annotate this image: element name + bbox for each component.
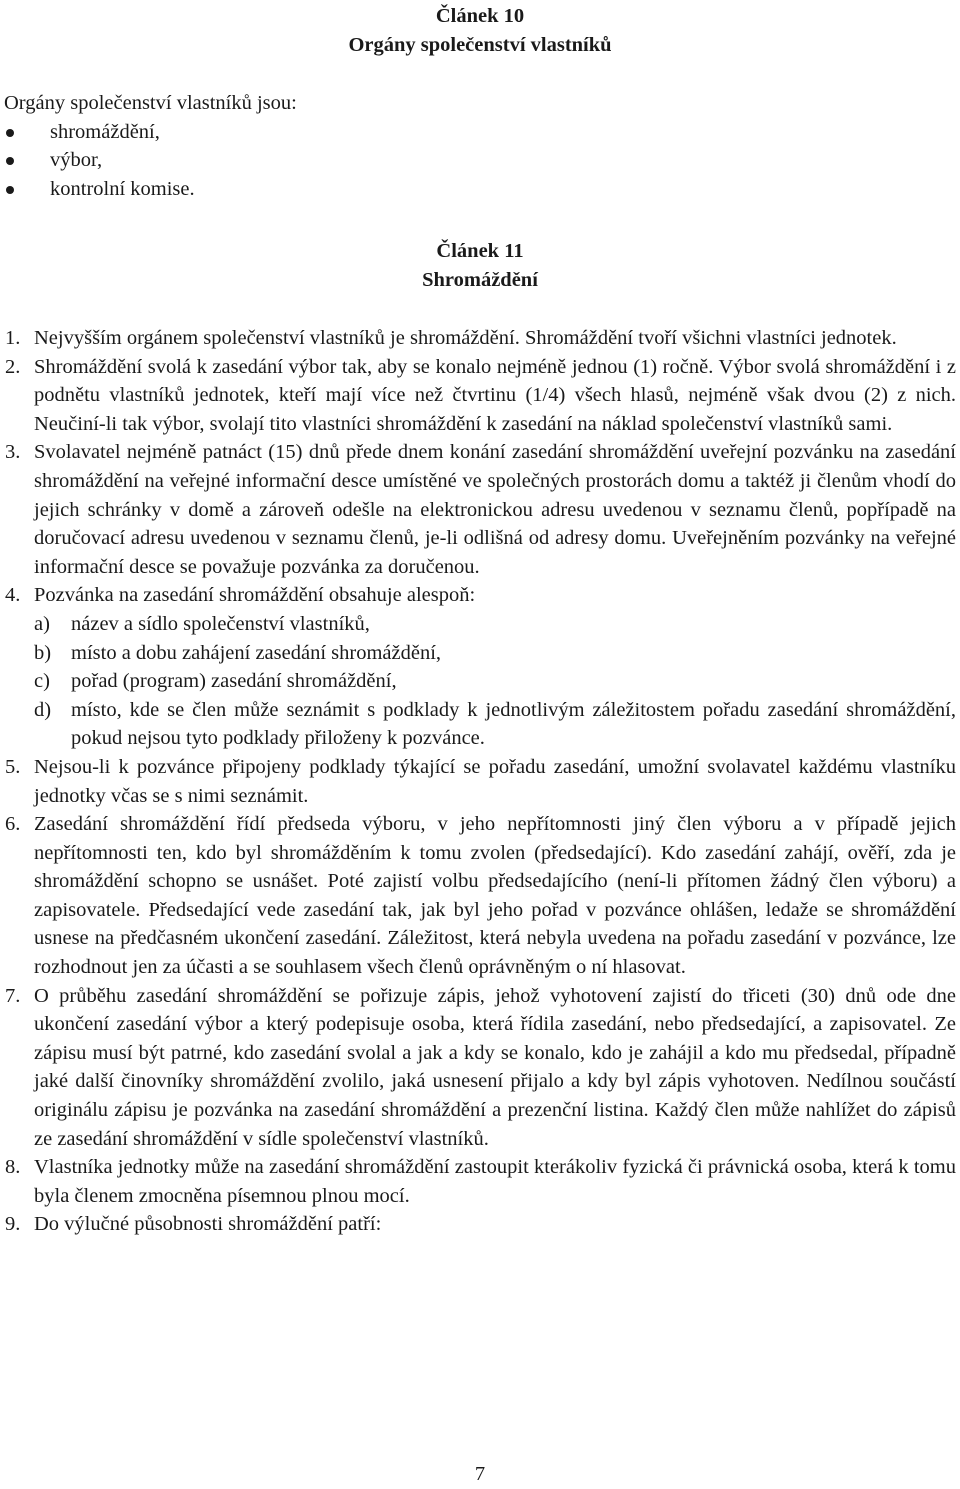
paragraph-1: 1. Nejvyšším orgánem společenství vlastníků je shromáždění. Shromáždění tvoří všichni vlastníci jednotek. (5, 327, 897, 349)
paragraph-4: 4. Pozvánka na zasedání shromáždění obsahuje alespoň: a) název a sídlo společenství vlastníků, b) místo a dobu zahájení zasedání shromáždění, c) pořad (program) zasedání shromáždění, d) místo, kde se člen může seznámit s podklady k jednotlivým záležitostem pořadu zasedání shromáždění, pokud nejsou tyto podklady přiloženy k pozvánce. (0, 581, 956, 753)
article-11-title: Shromáždění (422, 268, 538, 291)
article-10-body (4, 89, 954, 203)
numbered-paragraphs (0, 324, 956, 1239)
bullet-icon (6, 157, 14, 165)
paragraph-3: 3. Svolavatel nejméně patnáct (15) dnů přede dnem konání zasedání shromáždění uveřejní pozvánku na zasedání shromáždění na veřejné informační desce umístěné ve společných prostorách domu a taktéž ji členům vhodí do jejich schránky v domě a zároveň odešle na elektronickou adresu uvedenou v seznamu členů, popřípadě na doručovací adresu uvedenou v seznamu členů, je-li odlišná od adresy domu. Uveřejněním pozvánky na veřejné informační desce se považuje pozvánka za doručenou. (5, 441, 956, 578)
bullet-icon (6, 186, 14, 194)
article-10-title: Orgány společenství vlastníků (348, 33, 612, 56)
article-10-number: Článek 10 (435, 5, 525, 27)
article-10-intro: Orgány společenství vlastníků jsou: (4, 92, 297, 114)
list-item: c) pořad (program) zasedání shromáždění, (34, 670, 397, 693)
list-item: výbor, (4, 146, 954, 175)
list-item: a) název a sídlo společenství vlastníků, (34, 612, 370, 635)
bullet-icon (6, 129, 14, 137)
organ-list (4, 118, 954, 204)
invitation-contents-list (34, 610, 956, 753)
list-item: shromáždění, (4, 118, 954, 147)
article-11-body (0, 324, 956, 1239)
paragraph-9: 9. Do výlučné působnosti shromáždění patří: (5, 1213, 382, 1236)
list-item: d) místo, kde se člen může seznámit s podklady k jednotlivým záležitostem pořadu zasedání shromáždění, pokud nejsou tyto podklady přiloženy k pozvánce. (34, 698, 956, 750)
article-11-heading (0, 237, 960, 294)
paragraph-6: 6. Zasedání shromáždění řídí předseda výboru, v jeho nepřítomnosti jiný člen výboru a v případě jejich nepřítomnosti ten, kdo byl shromážděním k tomu zvolen (předsedající). Kdo zasedání zahájí, ověří, zda je shromáždění schopno se usnášet. Poté zajistí volbu předsedajícího (není-li přítomen žádný člen výboru) a zapisovatele. Předsedající vede zasedání tak, jak byl jeho pořad v pozvánce ohlášen, ledaže se shromáždění usnese na předčasném ukončení zasedání. Záležitost, která nebyla uvedena na pořadu zasedání v pozvánce, lze rozhodnout jen za účasti a se souhlasem všech členů oprávněným o ní hlasovat. (5, 813, 956, 979)
article-11-number: Článek 11 (436, 240, 524, 262)
paragraph-5: 5. Nejsou-li k pozvánce připojeny podklady týkající se pořadu zasedání, umožní svolavatel každému vlastníku jednotky včas se s nimi seznámit. (5, 755, 956, 807)
list-item: kontrolní komise. (4, 175, 954, 204)
article-10-heading (0, 2, 960, 59)
page-number: 7 (474, 1463, 486, 1485)
paragraph-7: 7. O průběhu zasedání shromáždění se pořizuje zápis, jehož vyhotovení zajistí do třiceti (30) dnů ode dne ukončení zasedání výbor a který podepisuje osoba, která řídila zasedání, nebo předsedající, a zapisovatel. Ze zápisu musí být patrné, kdo zasedání svolal a jak a kdy se konalo, kdo je zahájil a kdo mu předsedal, případně jaké další činovníky shromáždění zvolilo, jaká usnesení přijalo a kdy byl zápis vyhotoven. Nedílnou součástí originálu zápisu je pozvánka na zasedání shromáždění a prezenční listina. Každý člen může nahlížet do zápisů ze zasedání shromáždění v sídle společenství vlastníků. (5, 984, 956, 1150)
paragraph-8: 8. Vlastníka jednotky může na zasedání shromáždění zastoupit kterákoliv fyzická či právnická osoba, která k tomu byla členem zmocněna písemnou plnou mocí. (5, 1156, 956, 1207)
paragraph-2: 2. Shromáždění svolá k zasedání výbor tak, aby se konalo nejméně jednou (1) ročně. Výbor svolá shromáždění i z podnětu vlastníků jednotek, kteří mají více než čtvrtinu (1/4) všech hlasů, nejméně však dvou (2) z nich. Neučiní-li tak výbor, svolají tito vlastníci shromáždění k zasedání na náklad společenství vlastníků sami. (5, 355, 956, 435)
list-item: b) místo a dobu zahájení zasedání shromáždění, (34, 641, 442, 664)
